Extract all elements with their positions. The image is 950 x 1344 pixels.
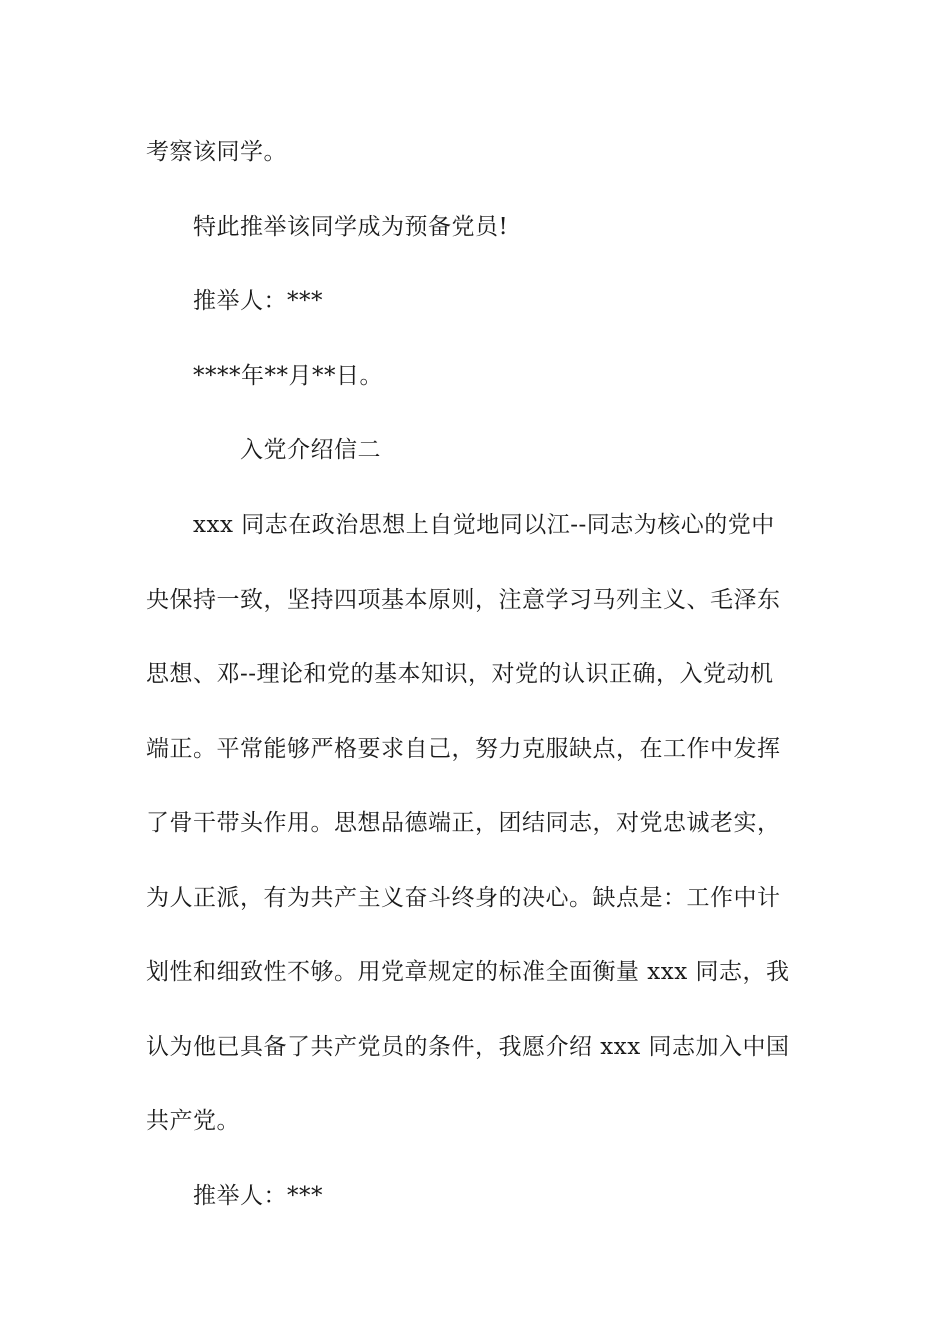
- date-line: ****年**月**日。: [193, 363, 383, 389]
- body-paragraph-line: 端正。平常能够严格要求自己，努力克服缺点，在工作中发挥: [146, 736, 781, 762]
- body-paragraph-line: 划性和细致性不够。用党章规定的标准全面衡量 xxx 同志，我: [146, 959, 790, 985]
- closing-paragraph-line: 考察该同学。: [146, 139, 287, 165]
- body-paragraph-line: 思想、邓--理论和党的基本知识，对党的认识正确，入党动机: [146, 661, 774, 687]
- recommender-signature: 推举人：***: [193, 288, 323, 314]
- recommendation-statement: 特此推举该同学成为预备党员!: [193, 214, 509, 240]
- body-paragraph-line: 共产党。: [146, 1108, 240, 1134]
- body-paragraph-line: 认为他已具备了共产党员的条件，我愿介绍 xxx 同志加入中国: [146, 1034, 790, 1060]
- section-title: 入党介绍信二: [240, 437, 381, 463]
- body-paragraph-line: 为人正派，有为共产主义奋斗终身的决心。缺点是：工作中计: [146, 885, 781, 911]
- body-paragraph-line: xxx 同志在政治思想上自觉地同以江--同志为核心的党中: [193, 512, 775, 538]
- recommender-signature: 推举人：***: [193, 1183, 323, 1209]
- body-paragraph-line: 央保持一致，坚持四项基本原则，注意学习马列主义、毛泽东: [146, 587, 781, 613]
- body-paragraph-line: 了骨干带头作用。思想品德端正，团结同志，对党忠诚老实，: [146, 810, 781, 836]
